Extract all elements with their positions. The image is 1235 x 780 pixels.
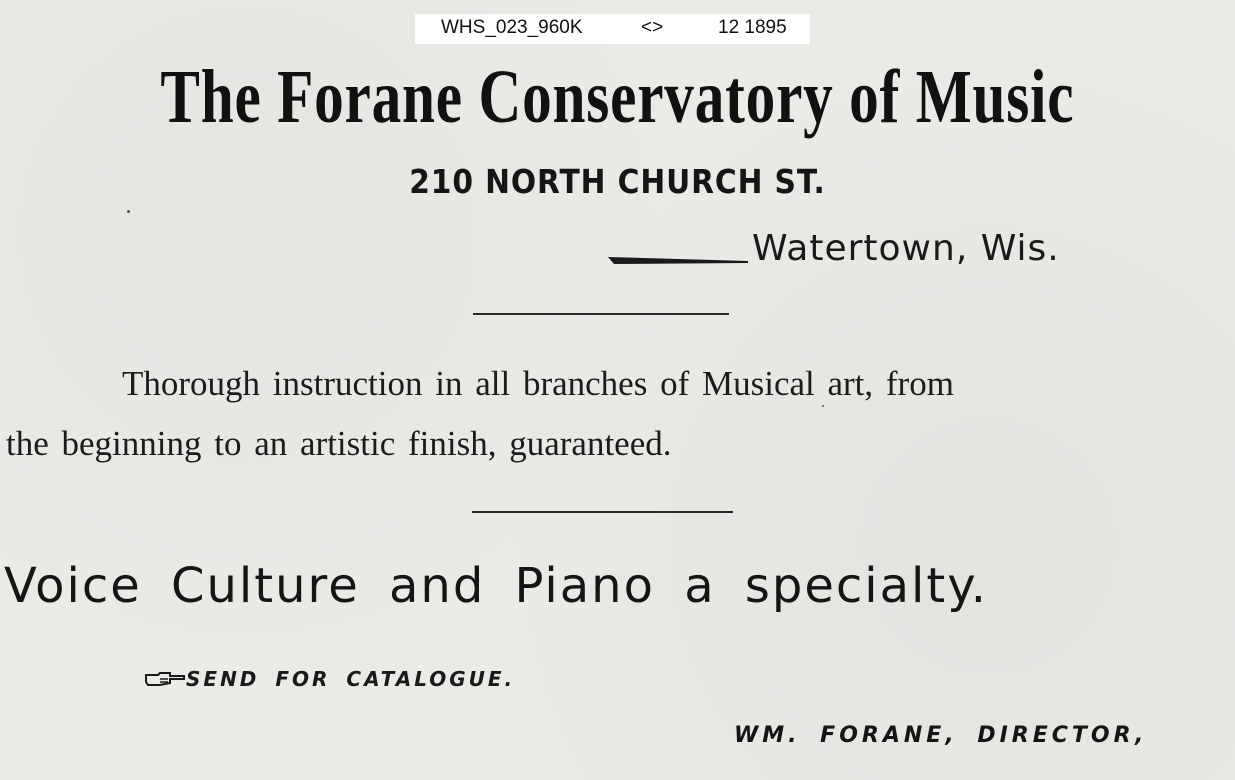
ink-speck	[127, 210, 130, 213]
archive-date: 12 1895	[718, 17, 787, 38]
body-line-2: the beginning to an artistic finish, guaranteed.	[6, 424, 672, 463]
card-title: The Forane Conservatory of Music	[160, 55, 1075, 139]
archive-id: WHS_023_960K	[441, 17, 583, 38]
pointing-hand-icon	[144, 670, 186, 688]
dash-wedge-ornament	[608, 252, 748, 266]
card-address: 210 NORTH CHURCH ST.	[409, 162, 826, 201]
send-text: SEND FOR CATALOGUE.	[186, 667, 516, 691]
ink-speck	[822, 405, 824, 407]
divider-rule-bottom	[472, 511, 733, 513]
card-specialty: Voice Culture and Piano a specialty.	[4, 558, 989, 614]
card-director: WM. FORANE, DIRECTOR,	[734, 723, 1148, 748]
body-line-1: Thorough instruction in all branches of Musical art, from	[122, 364, 954, 403]
send-for-catalogue	[144, 664, 515, 694]
divider-rule-top	[473, 313, 729, 315]
card-city: Watertown, Wis.	[752, 228, 1060, 269]
archive-separator: <>	[641, 17, 664, 38]
archive-label	[415, 14, 810, 44]
